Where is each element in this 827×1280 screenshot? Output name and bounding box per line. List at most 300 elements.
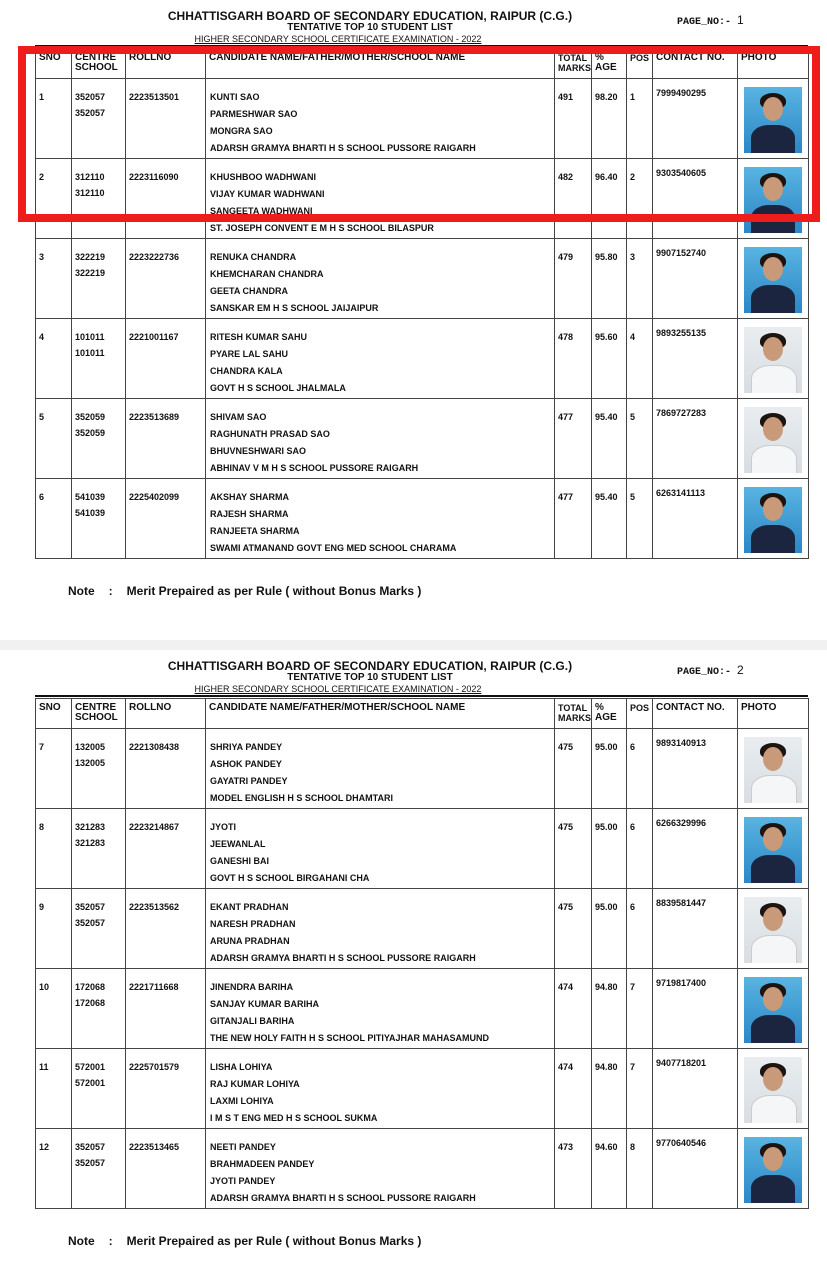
school-name: ADARSH GRAMYA BHARTI H S SCHOOL PUSSORE RAIGARH [210, 953, 476, 963]
table-row [36, 239, 809, 319]
cell-total [555, 969, 592, 1049]
cell-centre [72, 399, 126, 479]
cell-sno [36, 319, 72, 399]
contact-number: 9770640546 [656, 1138, 707, 1148]
cell-percentage [592, 239, 627, 319]
total-marks: 475 [558, 742, 574, 752]
percentage: 95.80 [595, 252, 618, 262]
cell-sno [36, 809, 72, 889]
candidate-name: SHRIYA PANDEY [210, 742, 283, 752]
sno: 1 [39, 92, 45, 102]
note-separator: : [108, 1234, 113, 1248]
cell-photo [738, 969, 809, 1049]
percentage: 94.60 [595, 1142, 618, 1152]
cell-centre [72, 809, 126, 889]
cell-photo [738, 729, 809, 809]
contact-number: 8839581447 [656, 898, 707, 908]
total-marks: 482 [558, 172, 574, 182]
candidate-name: LISHA LOHIYA [210, 1062, 273, 1072]
sno: 8 [39, 822, 45, 832]
col-centre-school [72, 699, 126, 729]
student-photo [744, 327, 802, 393]
mother-name: LAXMI LOHIYA [210, 1096, 274, 1106]
contact-number: 7869727283 [656, 408, 707, 418]
contact-number: 9719817400 [656, 978, 707, 988]
mother-name: GANESHI BAI [210, 856, 270, 866]
cell-pos [627, 239, 653, 319]
school-code: 312110 [75, 188, 105, 198]
roll-number: 2223513562 [129, 902, 180, 912]
contact-number: 9303540605 [656, 168, 707, 178]
cell-pos [627, 1049, 653, 1129]
col-pos: POS [627, 699, 653, 729]
col-school: SCHOOL [75, 62, 118, 73]
sno: 2 [39, 172, 45, 182]
school-code: 541039 [75, 508, 106, 518]
table-row [36, 319, 809, 399]
sno: 4 [39, 332, 45, 342]
candidate-name: RITESH KUMAR SAHU [210, 332, 308, 342]
father-name: PARMESHWAR SAO [210, 109, 298, 119]
cell-sno [36, 1049, 72, 1129]
father-name: PYARE LAL SAHU [210, 349, 289, 359]
cell-contact [653, 809, 738, 889]
total-marks: 477 [558, 492, 574, 502]
centre-code: 572001 [75, 1062, 106, 1072]
total-marks: 474 [558, 1062, 574, 1072]
cell-pos [627, 809, 653, 889]
school-code: 132005 [75, 758, 106, 768]
col-sno: SNO [36, 699, 72, 729]
contact-number: 9893255135 [656, 328, 707, 338]
cell-rollno [126, 1129, 206, 1209]
list-title: TENTATIVE TOP 10 STUDENT LIST [287, 672, 453, 683]
note-text: Merit Prepaired as per Rule ( without Bonus Marks ) [126, 1234, 422, 1248]
percentage: 96.40 [595, 172, 618, 182]
cell-centre [72, 479, 126, 559]
cell-candidate [206, 239, 555, 319]
percentage: 95.60 [595, 332, 618, 342]
school-code: 321283 [75, 838, 106, 848]
col-total: TOTAL [558, 703, 588, 713]
col-contact: CONTACT NO. [653, 49, 738, 79]
col-photo: PHOTO [738, 49, 809, 79]
student-table [35, 698, 809, 1209]
cell-contact [653, 969, 738, 1049]
contact-number: 6263141113 [656, 488, 706, 498]
centre-code: 172068 [75, 982, 106, 992]
student-photo [744, 817, 802, 883]
col-age: AGE [595, 712, 617, 723]
centre-code: 352057 [75, 92, 106, 102]
cell-centre [72, 1129, 126, 1209]
father-name: ASHOK PANDEY [210, 759, 282, 769]
candidate-name: KHUSHBOO WADHWANI [210, 172, 316, 182]
cell-rollno [126, 479, 206, 559]
cell-total [555, 889, 592, 969]
table-row [36, 1049, 809, 1129]
candidate-name: SHIVAM SAO [210, 412, 267, 422]
centre-code: 352057 [75, 902, 106, 912]
mother-name: GAYATRI PANDEY [210, 776, 288, 786]
table-row [36, 729, 809, 809]
percentage: 95.00 [595, 822, 618, 832]
position: 7 [630, 1062, 636, 1072]
col-marks: MARKS [558, 63, 591, 73]
cell-percentage [592, 1129, 627, 1209]
total-marks: 474 [558, 982, 574, 992]
table-row [36, 399, 809, 479]
cell-centre [72, 969, 126, 1049]
cell-photo [738, 319, 809, 399]
page-number-label: PAGE_NO:- [677, 17, 732, 28]
cell-contact [653, 479, 738, 559]
cell-rollno [126, 969, 206, 1049]
student-photo [744, 1137, 802, 1203]
school-code: 172068 [75, 998, 106, 1008]
roll-number: 2223214867 [129, 822, 180, 832]
cell-contact [653, 239, 738, 319]
centre-code: 352059 [75, 412, 106, 422]
mother-name: ARUNA PRADHAN [210, 936, 290, 946]
percentage: 95.40 [595, 412, 618, 422]
page-number-label: PAGE_NO:- [677, 667, 732, 678]
cell-pos [627, 1129, 653, 1209]
centre-code: 132005 [75, 742, 106, 752]
cell-sno [36, 1129, 72, 1209]
centre-code: 352057 [75, 1142, 106, 1152]
school-code: 572001 [75, 1078, 106, 1088]
roll-number: 2225701579 [129, 1062, 180, 1072]
col-contact: CONTACT NO. [653, 699, 738, 729]
position: 6 [630, 902, 636, 912]
centre-code: 541039 [75, 492, 106, 502]
percentage: 94.80 [595, 982, 618, 992]
student-photo [744, 487, 802, 553]
mother-name: RANJEETA SHARMA [210, 526, 300, 536]
percentage: 95.00 [595, 902, 618, 912]
candidate-name: RENUKA CHANDRA [210, 252, 297, 262]
cell-total [555, 399, 592, 479]
col-total-marks [555, 699, 592, 729]
cell-photo [738, 1049, 809, 1129]
cell-candidate [206, 969, 555, 1049]
sno: 6 [39, 492, 45, 502]
position: 7 [630, 982, 636, 992]
cell-percentage [592, 969, 627, 1049]
cell-pos [627, 479, 653, 559]
cell-rollno [126, 239, 206, 319]
school-code: 352057 [75, 108, 106, 118]
roll-number: 2221001167 [129, 332, 179, 342]
col-rollno: ROLLNO [126, 699, 206, 729]
cell-percentage [592, 319, 627, 399]
cell-photo [738, 239, 809, 319]
father-name: NARESH PRADHAN [210, 919, 296, 929]
mother-name: SANGEETA WADHWANI [210, 206, 313, 216]
candidate-name: KUNTI SAO [210, 92, 260, 102]
page-number-value: 2 [737, 663, 744, 677]
contact-number: 9907152740 [656, 248, 707, 258]
cell-centre [72, 319, 126, 399]
total-marks: 479 [558, 252, 574, 262]
list-title: TENTATIVE TOP 10 STUDENT LIST [287, 22, 453, 33]
school-name: ST. JOSEPH CONVENT E M H S SCHOOL BILASPUR [210, 223, 434, 233]
father-name: JEEWANLAL [210, 839, 266, 849]
cell-rollno [126, 889, 206, 969]
cell-candidate [206, 399, 555, 479]
page-number [677, 13, 744, 28]
roll-number: 2223222736 [129, 252, 180, 262]
cell-centre [72, 729, 126, 809]
candidate-name: JINENDRA BARIHA [210, 982, 294, 992]
board-title: CHHATTISGARH BOARD OF SECONDARY EDUCATION, RAIPUR (C.G.) [167, 9, 573, 23]
school-code: 101011 [75, 348, 105, 358]
mother-name: MONGRA SAO [210, 126, 273, 136]
page-number-value: 1 [737, 13, 744, 27]
col-pct: % [595, 702, 604, 713]
cell-rollno [126, 1049, 206, 1129]
page-number [677, 663, 744, 678]
position: 8 [630, 1142, 636, 1152]
school-name: GOVT H S SCHOOL JHALMALA [210, 383, 346, 393]
cell-total [555, 1049, 592, 1129]
sno: 7 [39, 742, 45, 752]
cell-rollno [126, 809, 206, 889]
board-title: CHHATTISGARH BOARD OF SECONDARY EDUCATION, RAIPUR (C.G.) [167, 659, 573, 673]
cell-contact [653, 729, 738, 809]
roll-number: 2225402099 [129, 492, 180, 502]
sno: 3 [39, 252, 45, 262]
mother-name: BHUVNESHWARI SAO [210, 446, 307, 456]
note-label: Note [68, 584, 95, 598]
sno: 12 [39, 1142, 50, 1152]
school-name: SWAMI ATMANAND GOVT ENG MED SCHOOL CHARAMA [210, 543, 457, 553]
school-code: 352057 [75, 1158, 106, 1168]
cell-photo [738, 809, 809, 889]
contact-number: 6266329996 [656, 818, 707, 828]
cell-candidate [206, 809, 555, 889]
col-sno: SNO [36, 49, 72, 79]
cell-total [555, 239, 592, 319]
result-page-2 [0, 650, 827, 1280]
total-marks: 475 [558, 822, 574, 832]
cell-rollno [126, 319, 206, 399]
exam-title: HIGHER SECONDARY SCHOOL CERTIFICATE EXAMINATION - 2022 [194, 34, 482, 44]
candidate-name: AKSHAY SHARMA [210, 492, 290, 502]
cell-centre [72, 889, 126, 969]
cell-sno [36, 969, 72, 1049]
col-photo: PHOTO [738, 699, 809, 729]
table-header-row [36, 699, 809, 729]
father-name: KHEMCHARAN CHANDRA [210, 269, 324, 279]
candidate-name: EKANT PRADHAN [210, 902, 289, 912]
position: 6 [630, 822, 636, 832]
student-photo [744, 737, 802, 803]
position: 3 [630, 252, 636, 262]
student-photo [744, 977, 802, 1043]
mother-name: CHANDRA KALA [210, 366, 283, 376]
cell-candidate [206, 889, 555, 969]
cell-candidate [206, 1049, 555, 1129]
student-photo [744, 247, 802, 313]
cell-percentage [592, 889, 627, 969]
cell-percentage [592, 399, 627, 479]
percentage: 95.00 [595, 742, 618, 752]
position: 2 [630, 172, 636, 182]
school-name: THE NEW HOLY FAITH H S SCHOOL PITIYAJHAR MAHASAMUND [210, 1033, 490, 1043]
highlight-box [18, 46, 820, 222]
cell-pos [627, 889, 653, 969]
school-name: GOVT H S SCHOOL BIRGAHANI CHA [210, 873, 370, 883]
position: 6 [630, 742, 636, 752]
col-marks: MARKS [558, 713, 591, 723]
cell-contact [653, 889, 738, 969]
table-row [36, 969, 809, 1049]
school-name: ADARSH GRAMYA BHARTI H S SCHOOL PUSSORE RAIGARH [210, 1193, 476, 1203]
table-row [36, 809, 809, 889]
col-school: SCHOOL [75, 712, 118, 723]
centre-code: 322219 [75, 252, 106, 262]
cell-photo [738, 399, 809, 479]
cell-rollno [126, 729, 206, 809]
total-marks: 491 [558, 92, 574, 102]
sno: 11 [39, 1062, 49, 1072]
cell-total [555, 729, 592, 809]
cell-total [555, 319, 592, 399]
school-name: I M S T ENG MED H S SCHOOL SUKMA [210, 1113, 378, 1123]
father-name: BRAHMADEEN PANDEY [210, 1159, 315, 1169]
cell-sno [36, 889, 72, 969]
school-name: ABHINAV V M H S SCHOOL PUSSORE RAIGARH [210, 463, 419, 473]
cell-contact [653, 399, 738, 479]
cell-total [555, 479, 592, 559]
cell-candidate [206, 729, 555, 809]
position: 5 [630, 492, 636, 502]
mother-name: GITANJALI BARIHA [210, 1016, 295, 1026]
school-code: 352059 [75, 428, 106, 438]
cell-percentage [592, 809, 627, 889]
cell-photo [738, 479, 809, 559]
total-marks: 477 [558, 412, 574, 422]
col-pos: POS [627, 49, 653, 79]
table-row [36, 479, 809, 559]
percentage: 94.80 [595, 1062, 618, 1072]
sno: 10 [39, 982, 50, 992]
cell-sno [36, 239, 72, 319]
cell-percentage [592, 1049, 627, 1129]
cell-candidate [206, 1129, 555, 1209]
merit-note [68, 1234, 421, 1248]
note-separator: : [108, 584, 113, 598]
table-row [36, 1129, 809, 1209]
col-total: TOTAL [558, 53, 588, 63]
cell-pos [627, 319, 653, 399]
cell-photo [738, 1129, 809, 1209]
header-rule [35, 695, 808, 697]
percentage: 95.40 [595, 492, 618, 502]
position: 1 [630, 92, 636, 102]
table-row [36, 889, 809, 969]
note-text: Merit Prepaired as per Rule ( without Bonus Marks ) [126, 584, 422, 598]
roll-number: 2223513465 [129, 1142, 180, 1152]
cell-candidate [206, 319, 555, 399]
position: 4 [630, 332, 636, 342]
col-age: AGE [595, 62, 617, 73]
total-marks: 475 [558, 902, 574, 912]
percentage: 98.20 [595, 92, 618, 102]
col-centre: CENTRE [75, 52, 117, 63]
total-marks: 478 [558, 332, 574, 342]
school-name: MODEL ENGLISH H S SCHOOL DHAMTARI [210, 793, 394, 803]
school-name: SANSKAR EM H S SCHOOL JAIJAIPUR [210, 303, 379, 313]
mother-name: GEETA CHANDRA [210, 286, 288, 296]
sno: 5 [39, 412, 45, 422]
col-pct: % [595, 52, 604, 63]
cell-centre [72, 1049, 126, 1129]
cell-centre [72, 239, 126, 319]
cell-pos [627, 399, 653, 479]
cell-photo [738, 889, 809, 969]
note-label: Note [68, 1234, 95, 1248]
father-name: RAJ KUMAR LOHIYA [210, 1079, 300, 1089]
student-photo [744, 407, 802, 473]
centre-code: 321283 [75, 822, 106, 832]
father-name: RAGHUNATH PRASAD SAO [210, 429, 330, 439]
col-candidate: CANDIDATE NAME/FATHER/MOTHER/SCHOOL NAME [206, 49, 555, 79]
total-marks: 473 [558, 1142, 574, 1152]
cell-rollno [126, 399, 206, 479]
col-candidate: CANDIDATE NAME/FATHER/MOTHER/SCHOOL NAME [206, 699, 555, 729]
father-name: SANJAY KUMAR BARIHA [210, 999, 320, 1009]
cell-total [555, 809, 592, 889]
roll-number: 2223513689 [129, 412, 180, 422]
merit-note [68, 584, 421, 598]
centre-code: 312110 [75, 172, 105, 182]
roll-number: 2223513501 [129, 92, 180, 102]
col-rollno: ROLLNO [126, 49, 206, 79]
school-name: ADARSH GRAMYA BHARTI H S SCHOOL PUSSORE RAIGARH [210, 143, 476, 153]
contact-number: 9407718201 [656, 1058, 707, 1068]
exam-title: HIGHER SECONDARY SCHOOL CERTIFICATE EXAMINATION - 2022 [194, 684, 482, 694]
cell-contact [653, 319, 738, 399]
contact-number: 7999490295 [656, 88, 707, 98]
cell-pos [627, 969, 653, 1049]
candidate-name: JYOTI [210, 822, 237, 832]
cell-contact [653, 1129, 738, 1209]
sno: 9 [39, 902, 45, 912]
col-centre: CENTRE [75, 702, 117, 713]
father-name: VIJAY KUMAR WADHWANI [210, 189, 325, 199]
school-code: 322219 [75, 268, 106, 278]
contact-number: 9893140913 [656, 738, 707, 748]
roll-number: 2223116090 [129, 172, 179, 182]
cell-percentage [592, 729, 627, 809]
roll-number: 2221711668 [129, 982, 179, 992]
mother-name: JYOTI PANDEY [210, 1176, 276, 1186]
cell-contact [653, 1049, 738, 1129]
cell-candidate [206, 479, 555, 559]
student-photo [744, 897, 802, 963]
cell-total [555, 1129, 592, 1209]
father-name: RAJESH SHARMA [210, 509, 289, 519]
roll-number: 2221308438 [129, 742, 180, 752]
student-photo [744, 1057, 802, 1123]
school-code: 352057 [75, 918, 106, 928]
candidate-name: NEETI PANDEY [210, 1142, 276, 1152]
col-percentage [592, 699, 627, 729]
cell-percentage [592, 479, 627, 559]
